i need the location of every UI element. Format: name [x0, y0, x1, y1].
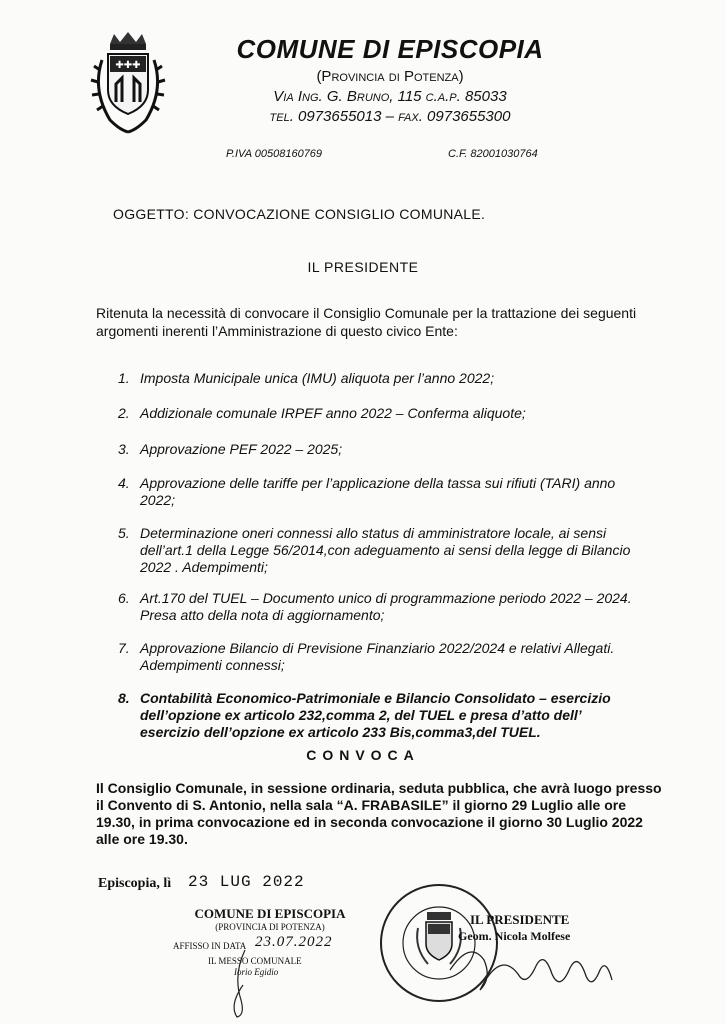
- agenda-item-text: Approvazione PEF 2022 – 2025;: [140, 441, 343, 457]
- agenda-item: [100, 370, 640, 405]
- agenda-item-number: 4.: [118, 475, 130, 491]
- posting-stamp-title: COMUNE DI EPISCOPIA: [194, 906, 346, 921]
- agenda-item-text: Contabilità Economico-Patrimoniale e Bilancio Consolidato – esercizio dell’opzione ex articolo 232,comma 2, del TUEL e presa d’atto dell’ esercizio dell’opzione ex articolo 233 Bis,comma3,del TUEL.: [140, 690, 611, 740]
- agenda-item-number: 8.: [118, 690, 130, 706]
- document-subject: OGGETTO: CONVOCAZIONE CONSIGLIO COMUNALE.: [113, 206, 486, 222]
- president-heading: IL PRESIDENTE: [307, 259, 419, 275]
- contacts-line: tel. 0973655013 – fax. 0973655300: [269, 108, 511, 125]
- province-line: (Provincia di Potenza): [316, 68, 464, 85]
- agenda-item: [100, 441, 640, 475]
- convoca-heading: CONVOCA: [306, 747, 420, 763]
- agenda-item: [100, 525, 640, 590]
- municipal-messenger-name: Iorio Egidio: [234, 967, 279, 977]
- posting-date: 23.07.2022: [255, 934, 333, 950]
- posting-date-label: AFFISSO IN DATA: [173, 941, 247, 951]
- svg-text:✚✚✚: ✚✚✚: [115, 60, 141, 71]
- agenda-item-number: 1.: [118, 370, 130, 386]
- municipal-messenger-label: IL MESSO COMUNALE: [208, 956, 302, 966]
- agenda-item-number: 5.: [118, 525, 130, 541]
- fiscal-code: C.F. 82001030764: [448, 148, 538, 160]
- agenda-item-text: Approvazione Bilancio di Previsione Finanziario 2022/2024 e relativi Allegati. Adempimenti connessi;: [140, 640, 615, 673]
- agenda-item-text: Determinazione oneri connessi allo status di amministratore locale, ai sensi dell’art.1 della Legge 56/2014,con adeguamento ai sensi della legge di Bilancio 2022 . Adempimenti;: [140, 525, 631, 575]
- agenda-item: [100, 690, 640, 741]
- president-title: IL PRESIDENTE: [470, 912, 570, 927]
- agenda-item: [100, 640, 640, 690]
- agenda-list: [100, 370, 640, 741]
- posting-stamp-province: (PROVINCIA DI POTENZA): [215, 922, 325, 932]
- president-signature-icon: [440, 930, 620, 1000]
- coat-of-arms-icon: [88, 30, 168, 145]
- agenda-item-number: 2.: [118, 405, 130, 421]
- agenda-item-number: 3.: [118, 441, 130, 457]
- vat-number: P.IVA 00508160769: [226, 148, 323, 160]
- intro-paragraph: Ritenuta la necessità di convocare il Consiglio Comunale per la trattazione dei seguenti argomenti inerenti l’Amministrazione di questo civico Ente:: [96, 305, 637, 339]
- agenda-item: [100, 590, 640, 640]
- messenger-signature-icon: [215, 945, 275, 1020]
- agenda-item-text: Art.170 del TUEL – Documento unico di programmazione periodo 2022 – 2024. Presa atto della nota di aggiornamento;: [140, 590, 632, 623]
- agenda-item: [100, 475, 640, 525]
- place-date-label: Episcopia, lì: [98, 876, 172, 891]
- agenda-item-text: Approvazione delle tariffe per l’applicazione della tassa sui rifiuti (TARI) anno 2022;: [140, 475, 616, 508]
- agenda-item-text: Imposta Municipale unica (IMU) aliquota per l’anno 2022;: [140, 370, 495, 386]
- agenda-item: [100, 405, 640, 441]
- agenda-item-number: 6.: [118, 590, 130, 606]
- agenda-item-number: 7.: [118, 640, 130, 656]
- agenda-item-text: Addizionale comunale IRPEF anno 2022 – Conferma aliquote;: [140, 405, 526, 421]
- address-line: Via Ing. G. Bruno, 115 c.a.p. 85033: [273, 88, 507, 105]
- president-name: Geom. Nicola Molfese: [458, 929, 571, 943]
- convocation-paragraph: Il Consiglio Comunale, in sessione ordinaria, seduta pubblica, che avrà luogo presso il Convento di S. Antonio, nella sala “A. FRABASILE” il giorno 29 Luglio alle ore 19.30, in prima convocazione ed in seconda convocazione il giorno 30 Luglio 2022 alle ore 19.30.: [96, 780, 662, 847]
- date-stamp: 23 LUG 2022: [188, 873, 305, 891]
- municipality-title: COMUNE DI EPISCOPIA: [236, 34, 544, 64]
